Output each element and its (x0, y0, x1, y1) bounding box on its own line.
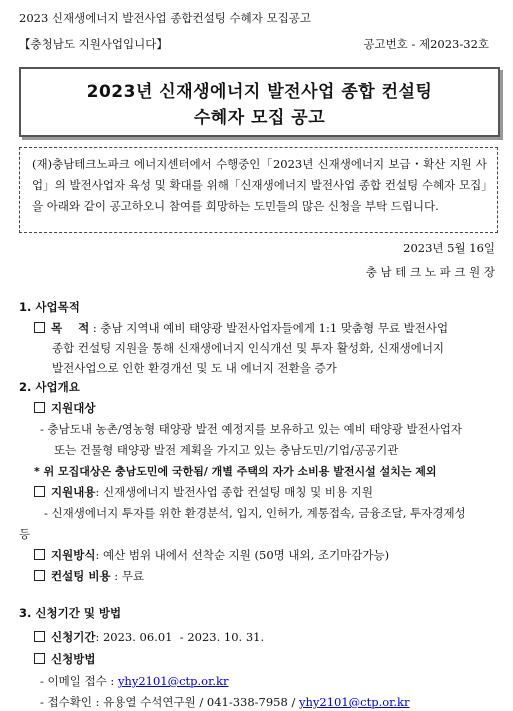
period-text: : 2023. 06.01 - 2023. 10. 31. (95, 630, 265, 644)
issuer: 충 남 테 크 노 파 크 원 장 (365, 265, 495, 279)
support-label: 【충청남도 지원사업입니다】 (19, 37, 168, 51)
target-line-1: - 충남도내 농촌/영농형 태양광 발전 예정지를 보유하고 있는 예비 태양광 발전사업자 (40, 422, 463, 436)
checkbox-square-icon (34, 570, 45, 581)
cost-text: : 무료 (114, 569, 144, 583)
period-label: 신청기간 (51, 630, 96, 644)
contact-row (40, 694, 410, 710)
notice-box (19, 147, 498, 233)
period-row (34, 629, 264, 645)
section1-heading: 1. 사업목적 (19, 300, 80, 314)
title-line-2: 수혜자 모집 공고 (193, 108, 326, 128)
method-label: 지원방식 (51, 548, 96, 562)
apply-method-label: 신청방법 (51, 652, 96, 666)
method-row (34, 547, 389, 563)
cost-label: 컨설팅 비용 (51, 569, 111, 583)
purpose-line-3: 발전사업으로 인한 환경개선 및 도 내 에너지 전환을 증가 (52, 361, 337, 375)
section2-heading: 2. 사업개요 (19, 380, 80, 394)
purpose-line-2: 종합 컨설팅 지원을 통해 신재생에너지 인식개선 및 투자 활성화, 신재생에너지 (52, 341, 445, 355)
checkbox-square-icon (34, 653, 45, 664)
notice-date: 2023년 5월 16일 (403, 241, 495, 255)
target-label: 지원대상 (51, 401, 96, 415)
target-row (34, 400, 95, 416)
email-link[interactable]: yhy2101@ctp.or.kr (117, 674, 229, 688)
checkbox-square-icon (34, 322, 45, 333)
target-note: * 위 모집대상은 충남도민에 국한됨/ 개별 주택의 자가 소비용 발전시설 설치는 제외 (34, 465, 437, 478)
checkbox-square-icon (34, 486, 45, 497)
purpose-row (34, 320, 448, 336)
email-row (40, 673, 228, 689)
document-heading: 2023 신재생에너지 발전사업 종합컨설팅 수혜자 모집공고 (19, 11, 311, 25)
notice-number: 공고번호 - 제2023-32호 (363, 37, 489, 51)
purpose-label: 목 적 (51, 321, 90, 335)
checkbox-square-icon (34, 549, 45, 560)
content-line-2: - 신재생에너지 투자를 위한 환경분석, 입지, 인허가, 계통접속, 금융조달, 투자경제성 (44, 506, 466, 520)
contact-email-link[interactable]: yhy2101@ctp.or.kr (299, 695, 410, 709)
checkbox-square-icon (34, 402, 45, 413)
cost-row (34, 568, 144, 584)
contact-label: - 접수확인 : 유용열 수석연구원 / 041-338-7958 / (40, 695, 296, 709)
notice-text: (재)충남테크노파크 에너지센터에서 수행중인「2023년 신재생에너지 보급・확산 지원 사업」의 발전사업자 육성 및 확대를 위해「신재생에너지 발전사업 종합 컨설팅 수혜자 모집」을 아래와 같이 공고하오니 참여를 희망하는 도민들의 많은 신청을 부탁 드립니다. (32, 157, 487, 213)
content-line-3: 등 (19, 527, 31, 541)
method-text: : 예산 범위 내에서 선착순 지원 (50명 내외, 조기마감가능) (95, 548, 390, 562)
target-line-2: 또는 건물형 태양광 발전 계획을 가지고 있는 충남도민/기업/공공기관 (54, 443, 399, 457)
email-label: - 이메일 접수 : (40, 674, 115, 688)
apply-method-row (34, 651, 95, 667)
content-row (34, 484, 373, 500)
content-label: 지원내용 (51, 485, 96, 499)
title-line-1: 2023년 신재생에너지 발전사업 종합 컨설팅 (86, 82, 433, 102)
title-box (19, 67, 500, 137)
purpose-text: : 충남 지역내 예비 태양광 발전사업자들에게 1:1 맞춤형 무료 발전사업 (92, 321, 449, 335)
section3-heading: 3. 신청기간 및 방법 (19, 606, 122, 620)
content-text: : 신재생에너지 발전사업 종합 컨설팅 매칭 및 비용 지원 (95, 485, 373, 499)
checkbox-square-icon (34, 631, 45, 642)
